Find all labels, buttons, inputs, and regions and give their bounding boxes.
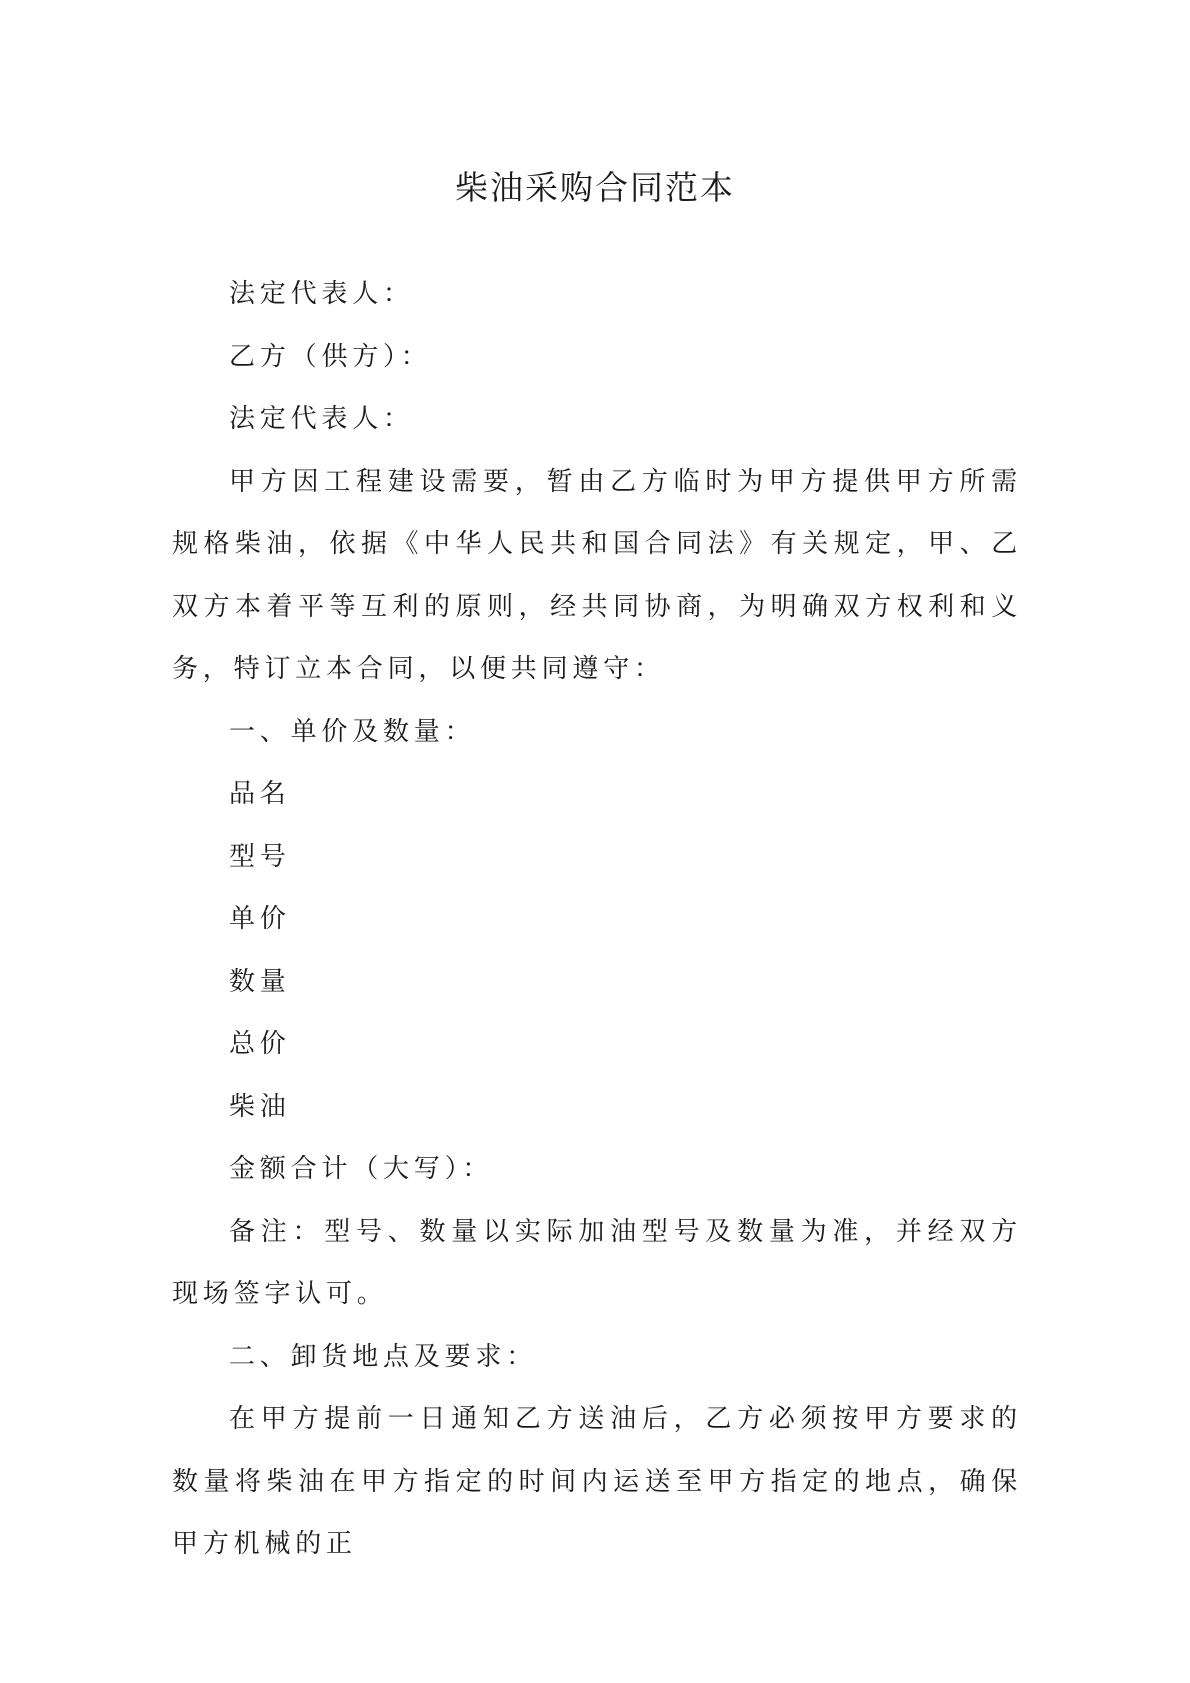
paragraph-legal-representative-b: 法定代表人： xyxy=(229,404,414,434)
section-heading-delivery: 二、卸货地点及要求： xyxy=(229,1341,538,1372)
paragraph-party-b: 乙方（供方）： xyxy=(229,341,432,372)
field-unit-price: 单价 xyxy=(229,904,291,934)
document-title: 柴油采购合同范本 xyxy=(455,168,735,207)
field-amount-total: 金额合计（大写）： xyxy=(229,1154,494,1184)
field-model: 型号 xyxy=(229,841,291,872)
field-product-name: 品名 xyxy=(229,779,291,809)
paragraph-legal-representative-a: 法定代表人： xyxy=(229,279,414,309)
field-total-price: 总价 xyxy=(229,1029,291,1059)
section-heading-price-quantity: 一、单价及数量： xyxy=(229,716,476,747)
paragraph-remark: 备注：型号、数量以实际加油型号及数量为准，并经双方现场签字认可。 xyxy=(172,1216,1022,1309)
paragraph-delivery-terms: 在甲方提前一日通知乙方送油后，乙方必须按甲方要求的数量将柴油在甲方指定的时间内运送至甲方指定的地点，确保甲方机械的正 xyxy=(172,1404,1022,1559)
document-body xyxy=(172,263,1022,1576)
field-quantity: 数量 xyxy=(229,966,291,997)
paragraph-preamble: 甲方因工程建设需要，暂由乙方临时为甲方提供甲方所需规格柴油，依据《中华人民共和国合同法》有关规定，甲、乙双方本着平等互利的原则，经共同协商，为明确双方权利和义务，特订立本合同，以便共同遵守： xyxy=(172,466,1022,684)
field-diesel: 柴油 xyxy=(229,1091,291,1122)
